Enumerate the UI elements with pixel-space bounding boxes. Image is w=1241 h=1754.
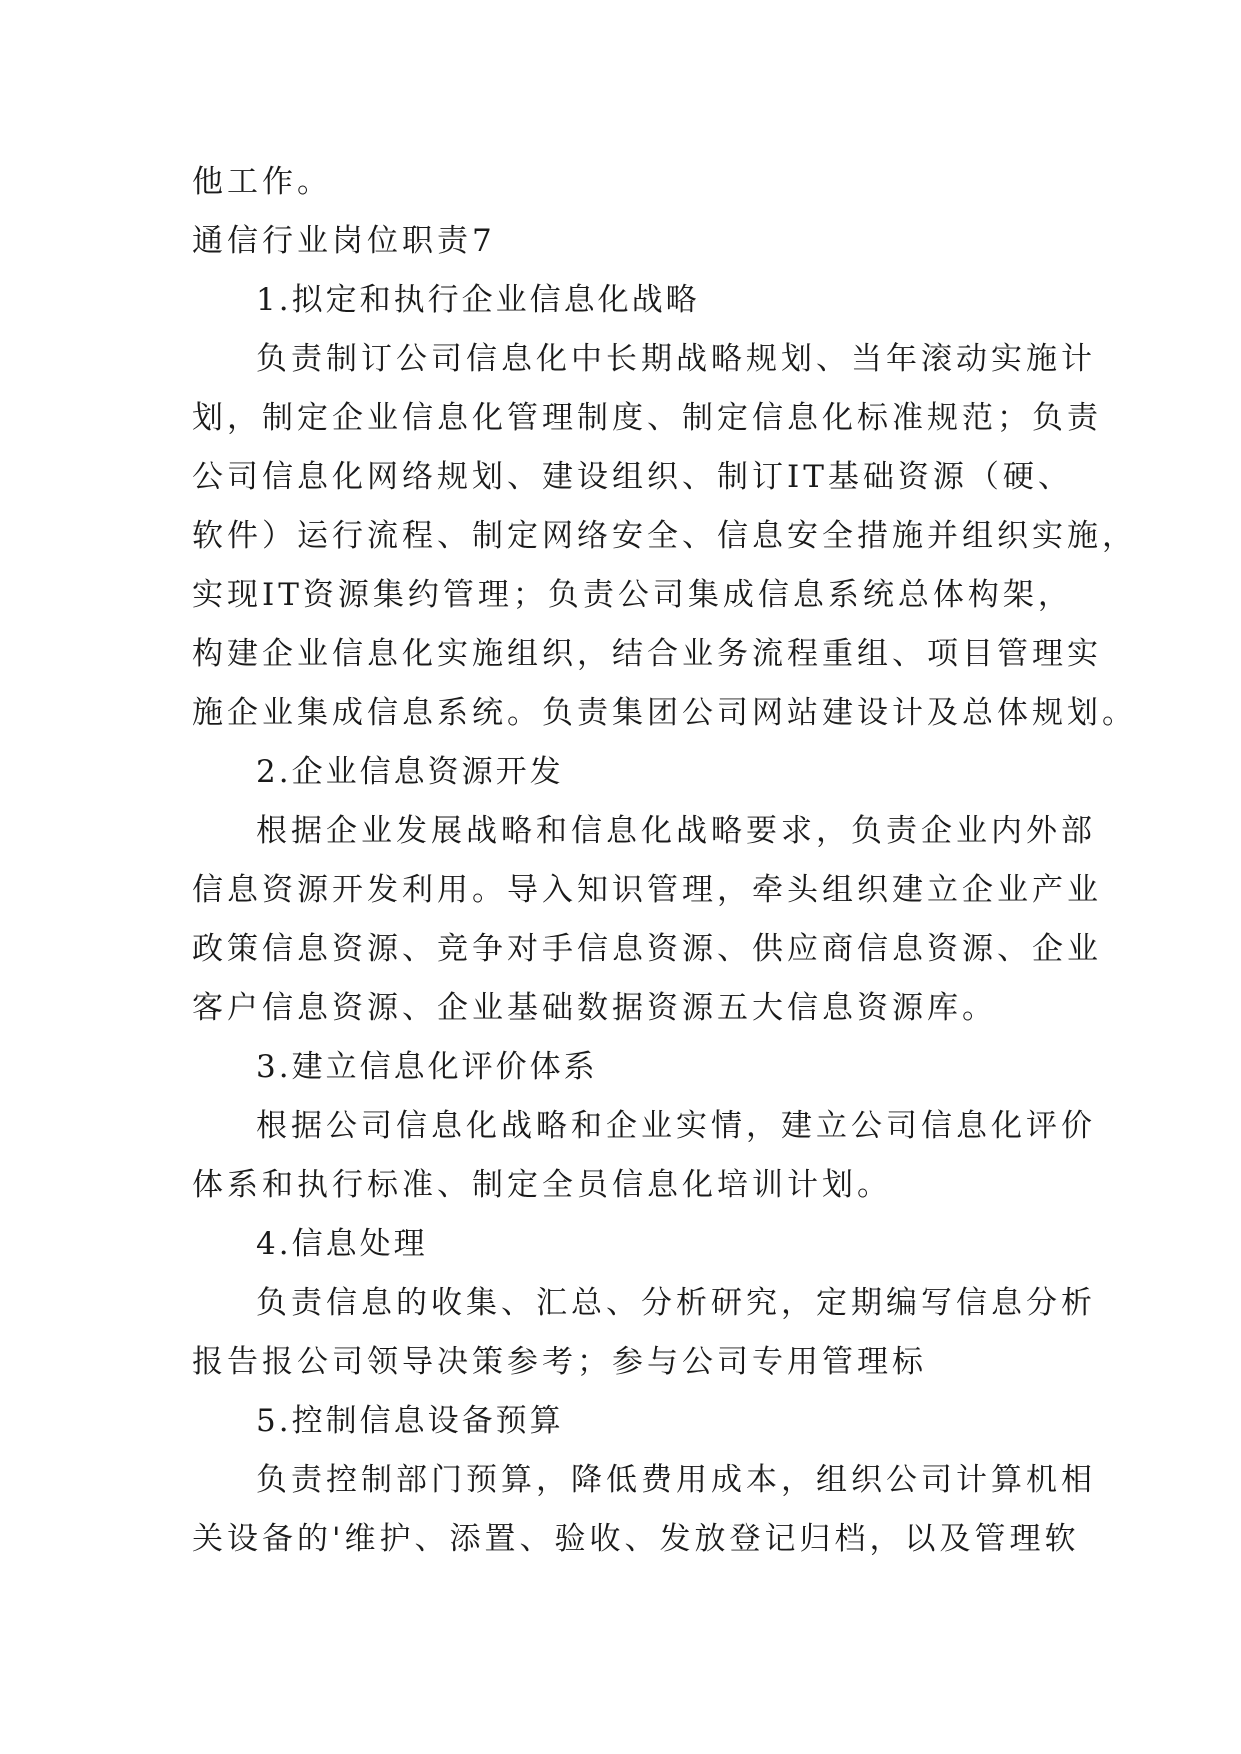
paragraph-line: 客户信息资源、企业基础数据资源五大信息资源库。 bbox=[192, 990, 997, 1026]
item-heading: 5.控制信息设备预算 bbox=[256, 1403, 564, 1439]
paragraph-line: 负责控制部门预算，降低费用成本，组织公司计算机相 bbox=[256, 1462, 1096, 1498]
paragraph-line: 施企业集成信息系统。负责集团公司网站建设计及总体规划。 bbox=[192, 695, 1137, 731]
paragraph-line: 根据公司信息化战略和企业实情，建立公司信息化评价 bbox=[256, 1108, 1096, 1144]
paragraph-line: 划，制定企业信息化管理制度、制定信息化标准规范；负责 bbox=[192, 400, 1102, 436]
paragraph-line: 政策信息资源、竞争对手信息资源、供应商信息资源、企业 bbox=[192, 931, 1102, 967]
paragraph-line: 实现IT资源集约管理；负责公司集成信息系统总体构架， bbox=[192, 577, 1073, 613]
paragraph-line: 公司信息化网络规划、建设组织、制订IT基础资源（硬、 bbox=[192, 459, 1073, 495]
text-line: 他工作。 bbox=[192, 164, 332, 200]
paragraph-line: 关设备的'维护、添置、验收、发放登记归档，以及管理软 bbox=[192, 1521, 1080, 1557]
item-heading: 1.拟定和执行企业信息化战略 bbox=[256, 282, 700, 318]
item-heading: 2.企业信息资源开发 bbox=[256, 754, 564, 790]
paragraph-line: 负责信息的收集、汇总、分析研究，定期编写信息分析 bbox=[256, 1285, 1096, 1321]
paragraph-line: 软件）运行流程、制定网络安全、信息安全措施并组织实施， bbox=[192, 518, 1137, 554]
section-title: 通信行业岗位职责7 bbox=[192, 223, 496, 259]
item-heading: 4.信息处理 bbox=[256, 1226, 428, 1262]
paragraph-line: 体系和执行标准、制定全员信息化培训计划。 bbox=[192, 1167, 892, 1203]
paragraph-line: 构建企业信息化实施组织，结合业务流程重组、项目管理实 bbox=[192, 636, 1102, 672]
item-heading: 3.建立信息化评价体系 bbox=[256, 1049, 598, 1085]
paragraph-line: 报告报公司领导决策参考；参与公司专用管理标 bbox=[192, 1344, 927, 1380]
paragraph-line: 信息资源开发利用。导入知识管理，牵头组织建立企业产业 bbox=[192, 872, 1102, 908]
paragraph-line: 负责制订公司信息化中长期战略规划、当年滚动实施计 bbox=[256, 341, 1096, 377]
document-body bbox=[192, 153, 1137, 1569]
paragraph-line: 根据企业发展战略和信息化战略要求，负责企业内外部 bbox=[256, 813, 1096, 849]
